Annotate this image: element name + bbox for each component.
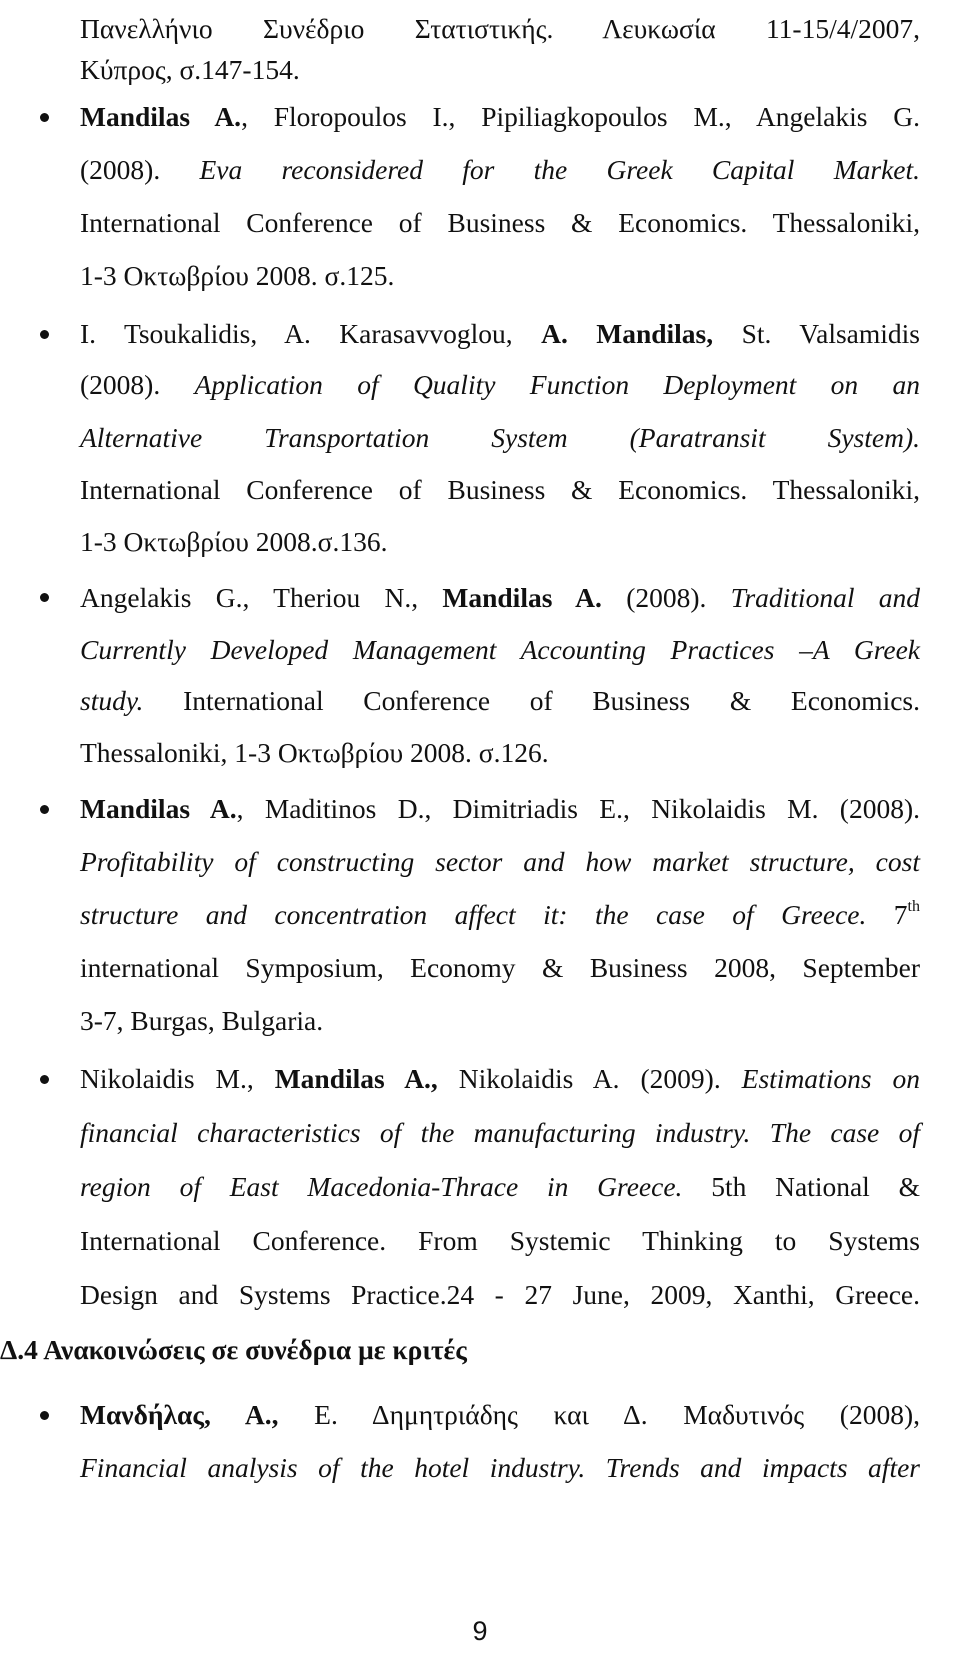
reference-line bbox=[80, 90, 920, 144]
author-bold: Μανδήλας, Α., bbox=[80, 1399, 279, 1430]
reference-line bbox=[80, 1388, 920, 1442]
reference-line bbox=[80, 726, 920, 780]
reference-text: 1-3 Οκτωβρίου 2008. σ.125. bbox=[80, 260, 395, 291]
reference-line bbox=[80, 411, 920, 465]
reference-title: Alternative Transportation System (Paratransit System). bbox=[80, 422, 920, 453]
reference-text: (2008). bbox=[80, 154, 200, 185]
reference-line bbox=[80, 1441, 920, 1495]
bullet-icon bbox=[40, 330, 49, 339]
reference-text: International Conference of Business & Economics. Thessaloniki, bbox=[80, 474, 920, 505]
author-bold: Mandilas A. bbox=[80, 101, 242, 132]
reference-text: 7 bbox=[866, 899, 908, 930]
reference-text: 3-7, Burgas, Bulgaria. bbox=[80, 1005, 324, 1036]
reference-text: St. Valsamidis bbox=[713, 318, 920, 349]
reference-line bbox=[80, 43, 920, 97]
reference-title: region of East Macedonia-Thrace in Greece. bbox=[80, 1171, 683, 1202]
reference-title: financial characteristics of the manufacturing industry. The case of bbox=[80, 1117, 920, 1148]
reference-text: (2008). bbox=[80, 369, 195, 400]
ordinal-superscript: th bbox=[907, 898, 920, 915]
reference-title: Estimations on bbox=[741, 1063, 921, 1094]
reference-title: Application of Quality Function Deployment on an bbox=[194, 369, 920, 400]
author-bold: Mandilas A. bbox=[80, 793, 237, 824]
reference-line bbox=[80, 782, 920, 836]
reference-text: International Conference of Business & Economics. bbox=[143, 685, 920, 716]
reference-text: Design and Systems Practice.24 - 27 June, 2009, Xanthi, Greece. bbox=[80, 1279, 920, 1310]
reference-text: , Floropoulos I., Pipiliagkopoulos M., Angelakis G. bbox=[241, 101, 920, 132]
author-bold: A. Mandilas, bbox=[541, 318, 714, 349]
reference-line bbox=[80, 143, 920, 197]
reference-text: I. Tsoukalidis, A. Karasavvoglou, bbox=[80, 318, 542, 349]
reference-text: Πανελλήνιο Συνέδριο Στατιστικής. Λευκωσία 11-15/4/2007, bbox=[80, 13, 920, 44]
reference-text: international Symposium, Economy & Business 2008, September bbox=[80, 952, 920, 983]
reference-line bbox=[80, 358, 920, 412]
reference-text: 1-3 Οκτωβρίου 2008.σ.136. bbox=[80, 526, 388, 557]
bullet-icon bbox=[40, 593, 49, 602]
bullet-icon bbox=[40, 113, 49, 122]
reference-line bbox=[80, 307, 920, 361]
reference-text: International Conference. From Systemic Thinking to Systems bbox=[80, 1225, 920, 1256]
reference-text: Nikolaidis A. (2009). bbox=[437, 1063, 742, 1094]
reference-text: , Maditinos D., Dimitriadis E., Nikolaidis M. (2008). bbox=[236, 793, 920, 824]
author-bold: Mandilas A., bbox=[274, 1063, 438, 1094]
reference-line bbox=[80, 571, 920, 625]
reference-text: Κύπρος, σ.147-154. bbox=[80, 54, 300, 85]
reference-line bbox=[80, 994, 920, 1048]
reference-line bbox=[80, 1214, 920, 1268]
reference-line bbox=[80, 196, 920, 250]
reference-text: (2008). bbox=[601, 582, 731, 613]
reference-line bbox=[80, 1052, 920, 1106]
reference-title: Currently Developed Management Accounting Practices –A Greek bbox=[80, 634, 920, 665]
reference-line bbox=[80, 1268, 920, 1322]
bullet-icon bbox=[40, 805, 49, 814]
reference-line bbox=[80, 463, 920, 517]
section-heading: Δ.4 Ανακοινώσεις σε συνέδρια με κριτές bbox=[0, 1334, 467, 1365]
reference-text: International Conference of Business & Economics. Thessaloniki, bbox=[80, 207, 920, 238]
reference-title: Eva reconsidered for the Greek Capital Market. bbox=[199, 154, 920, 185]
reference-line bbox=[80, 674, 920, 728]
reference-line bbox=[80, 835, 920, 889]
reference-text: Thessaloniki, 1-3 Οκτωβρίου 2008. σ.126. bbox=[80, 737, 549, 768]
reference-line bbox=[80, 623, 920, 677]
page-number: 9 bbox=[472, 1616, 488, 1646]
reference-title: Profitability of constructing sector and how market structure, cost bbox=[80, 846, 920, 877]
reference-title: structure and concentration affect it: the case of Greece. bbox=[80, 899, 867, 930]
bullet-icon bbox=[40, 1075, 49, 1084]
reference-line bbox=[80, 1106, 920, 1160]
reference-line bbox=[80, 249, 920, 303]
reference-line bbox=[80, 941, 920, 995]
reference-title: Financial analysis of the hotel industry. Trends and impacts after bbox=[80, 1452, 920, 1483]
reference-text: Nikolaidis M., bbox=[80, 1063, 275, 1094]
reference-text: Angelakis G., Theriou N., bbox=[80, 582, 443, 613]
reference-line bbox=[80, 1160, 920, 1214]
reference-text: 5th National & bbox=[682, 1171, 920, 1202]
reference-line bbox=[80, 515, 920, 569]
reference-text: Ε. Δημητριάδης και Δ. Μαδυτινός (2008), bbox=[278, 1399, 920, 1430]
reference-line bbox=[80, 888, 920, 942]
reference-title: study. bbox=[80, 685, 144, 716]
bullet-icon bbox=[40, 1411, 49, 1420]
author-bold: Mandilas A. bbox=[442, 582, 602, 613]
reference-title: Traditional and bbox=[730, 582, 920, 613]
